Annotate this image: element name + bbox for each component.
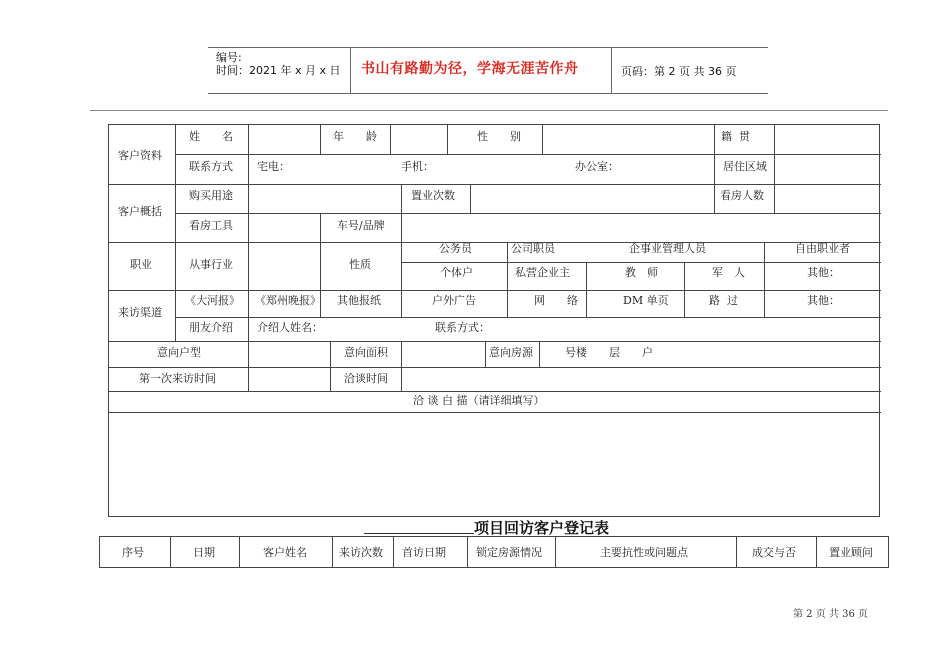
channel-dahe: 《大河报》 <box>185 294 240 307</box>
form-rule <box>586 290 587 317</box>
form-rule <box>586 262 587 290</box>
purchase-purpose-label: 购买用途 <box>189 189 233 202</box>
column-header: 成交与否 <box>752 546 796 559</box>
intended-source-label: 意向房源 <box>489 346 533 359</box>
negotiation-time-label: 洽谈时间 <box>344 372 388 385</box>
form-rule <box>539 341 540 367</box>
column-header: 锁定房源情况 <box>476 546 542 559</box>
form-rule <box>714 184 715 213</box>
column-header: 主要抗性或问题点 <box>600 546 688 559</box>
document-header <box>208 47 768 94</box>
form-rule <box>175 213 881 214</box>
first-visit-label: 第一次来访时间 <box>139 372 216 385</box>
channel-friend: 朋友介绍 <box>189 321 233 334</box>
negotiation-desc-label: 洽 谈 白 描（请详细填写） <box>413 394 545 407</box>
client-registration-form <box>108 124 880 517</box>
option-soldier: 军 人 <box>712 266 745 279</box>
form-rule <box>764 290 765 317</box>
channel-label: 来访渠道 <box>118 306 162 319</box>
form-rule <box>248 125 249 391</box>
form-rule <box>507 290 508 317</box>
form-rule <box>401 213 402 242</box>
form-rule <box>485 341 486 367</box>
home-phone-label: 宅电： <box>257 160 290 173</box>
form-rule <box>109 391 881 392</box>
option-civil-servant: 公务员 <box>439 242 472 255</box>
column-header: 首访日期 <box>402 546 446 559</box>
title-underline <box>364 533 474 534</box>
table-rule <box>555 537 556 567</box>
document-number-label: 编号: <box>216 51 242 64</box>
column-header: 置业顾问 <box>829 546 873 559</box>
mobile-label: 手机： <box>401 160 434 173</box>
header-divider <box>350 48 351 93</box>
form-rule <box>175 154 881 155</box>
channel-internet: 网 络 <box>534 294 578 307</box>
form-rule <box>320 125 321 154</box>
form-rule <box>390 125 391 154</box>
header-page-info: 页码：第 2 页 共 36 页 <box>621 65 737 78</box>
form-rule <box>109 412 881 413</box>
table-rule <box>736 537 737 567</box>
gender-label: 性 别 <box>477 130 521 143</box>
column-header: 客户姓名 <box>263 546 307 559</box>
channel-passing: 路 过 <box>709 294 738 307</box>
table-rule <box>393 537 394 567</box>
document-time: 时间：2021 年 x 月 x 日 <box>216 64 341 77</box>
form-rule <box>684 262 685 290</box>
channel-dm: DM 单页 <box>623 294 669 307</box>
form-rule <box>401 184 402 213</box>
client-overview-label: 客户概括 <box>118 205 162 218</box>
option-private-owner: 私营企业主 <box>515 266 570 279</box>
form-rule <box>542 125 543 154</box>
option-other-occupation: 其他： <box>807 266 840 279</box>
age-label: 年 龄 <box>333 130 377 143</box>
table-rule <box>467 537 468 567</box>
form-rule <box>109 290 881 291</box>
name-label: 姓 名 <box>189 130 233 143</box>
column-header: 序号 <box>122 546 144 559</box>
header-divider <box>611 48 612 93</box>
table-rule <box>170 537 171 567</box>
channel-outdoor: 户外广告 <box>432 294 476 307</box>
industry-label: 从事行业 <box>189 258 233 271</box>
option-manager: 企事业管理人员 <box>629 242 706 255</box>
form-rule <box>401 262 881 263</box>
header-motto: 书山有路勤为径，学海无涯苦作舟 <box>361 61 579 77</box>
introducer-label: 介绍人姓名： <box>257 321 323 334</box>
header-separator <box>90 110 888 111</box>
page-footer: 第 2 页 共 36 页 <box>793 609 868 620</box>
purchase-times-label: 置业次数 <box>411 189 455 202</box>
transport-label: 看房工具 <box>189 219 233 232</box>
column-header: 日期 <box>193 546 215 559</box>
office-label: 办公室： <box>575 160 619 173</box>
form-rule <box>109 242 881 243</box>
form-rule <box>684 290 685 317</box>
form-rule <box>401 341 402 391</box>
form-rule <box>447 125 448 154</box>
native-place-label: 籍 贯 <box>721 130 750 143</box>
option-company-staff: 公司职员 <box>511 242 555 255</box>
introducer-contact-label: 联系方式： <box>435 321 490 334</box>
form-rule <box>764 242 765 290</box>
form-rule <box>330 341 331 391</box>
nature-label: 性质 <box>349 258 371 271</box>
form-rule <box>401 242 402 290</box>
column-header: 来访次数 <box>339 546 383 559</box>
viewers-label: 看房人数 <box>720 189 764 202</box>
form-rule <box>401 290 402 317</box>
channel-other: 其他： <box>807 294 840 307</box>
intended-type-label: 意向户型 <box>157 346 201 359</box>
client-info-label: 客户资料 <box>118 149 162 162</box>
unit-format-label: 号楼 层 户 <box>565 346 653 359</box>
table-rule <box>332 537 333 567</box>
form-rule <box>109 184 881 185</box>
channel-other-paper: 其他报纸 <box>337 294 381 307</box>
form-rule <box>320 213 321 290</box>
intended-area-label: 意向面积 <box>344 346 388 359</box>
option-teacher: 教 师 <box>625 266 658 279</box>
form-rule <box>109 367 881 368</box>
residence-area-label: 居住区域 <box>723 160 767 173</box>
form-rule <box>109 341 881 342</box>
form-rule <box>470 184 471 213</box>
contact-method-label: 联系方式 <box>189 160 233 173</box>
form-rule <box>507 242 508 290</box>
car-brand-label: 车号/品牌 <box>337 219 385 232</box>
table-rule <box>816 537 817 567</box>
form-rule <box>175 125 176 341</box>
table-rule <box>239 537 240 567</box>
form-rule <box>175 317 881 318</box>
form-title: 项目回访客户登记表 <box>474 519 610 537</box>
form-rule <box>774 125 775 213</box>
option-freelancer: 自由职业者 <box>795 242 850 255</box>
form-rule <box>714 125 715 184</box>
follow-up-table <box>99 536 889 568</box>
channel-zhengzhou: 《郑州晚报》 <box>255 294 321 307</box>
occupation-label: 职业 <box>130 258 152 271</box>
option-self-employed: 个体户 <box>440 266 473 279</box>
